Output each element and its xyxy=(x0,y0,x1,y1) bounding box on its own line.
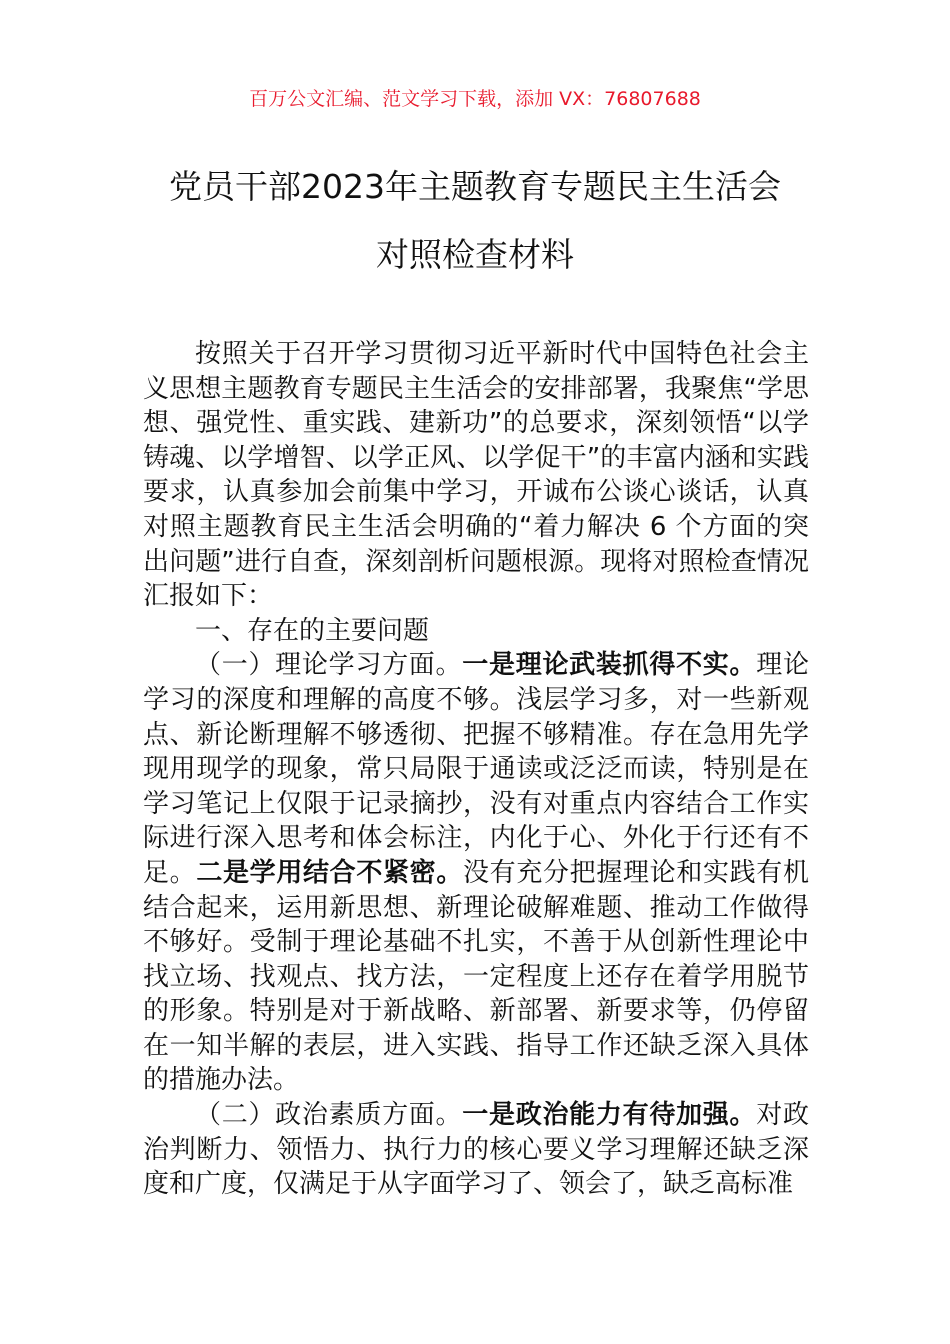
point-heading: 一是理论武装抓得不实。 xyxy=(462,650,757,681)
intro-paragraph: 按照关于召开学习贯彻习近平新时代中国特色社会主义思想主题教育专题民主生活会的安排部署，我聚焦“学思想、强党性、重实践、建新功”的总要求，深刻领悟“以学铸魂、以学增智、以学正风、以学促干”的丰富内涵和实践要求，认真参加会前集中学习，开诚布公谈心谈话，认真对照主题教育民主生活会明确的“着力解决 6 个方面的突出问题”进行自查，深刻剖析问题根源。现将对照检查情况汇报如下： xyxy=(143,339,809,612)
title-line-2: 对照检查材料 xyxy=(376,235,574,274)
item-label: （二）政治素质方面。 xyxy=(195,1100,463,1131)
document-title xyxy=(60,153,890,289)
item-label: （一）理论学习方面。 xyxy=(195,650,463,681)
header-watermark-note: 百万公文汇编、范文学习下载，添加 VX：76807688 xyxy=(249,88,701,110)
title-line-1: 党员干部2023年主题教育专题民主生活会 xyxy=(169,167,781,206)
point-heading: 二是学用结合不紧密。 xyxy=(196,857,463,888)
point-text: 对政治判断力、领悟力、执行力的核心要义学习理解还缺乏深度和广度，仅满足于从字面学习了、领会了，缺乏高标准 xyxy=(143,1100,809,1200)
item-paragraph-politics xyxy=(143,1098,809,1202)
point-text: 没有充分把握理论和实践有机结合起来，运用新思想、新理论破解难题、推动工作做得不够好。受制于理论基础不扎实，不善于从创新性理论中找立场、找观点、找方法，一定程度上还存在着学用脱节的形象。特别是对于新战略、新部署、新要求等，仍停留在一知半解的表层，进入实践、指导工作还缺乏深入具体的措施办法。 xyxy=(143,857,809,1096)
point-text: 理论学习的深度和理解的高度不够。浅层学习多，对一些新观点、新论断理解不够透彻、把握不够精准。存在急用先学现用现学的现象，常只局限于通读或泛泛而读，特别是在学习笔记上仅限于记录摘抄，没有对重点内容结合工作实际进行深入思考和体会标注，内化于心、外化于行还有不足。 xyxy=(143,650,809,888)
point-heading: 一是政治能力有待加强。 xyxy=(462,1100,757,1131)
document-body xyxy=(143,337,809,1202)
item-paragraph-theory xyxy=(143,648,809,1098)
section-heading: 一、存在的主要问题 xyxy=(195,615,430,646)
